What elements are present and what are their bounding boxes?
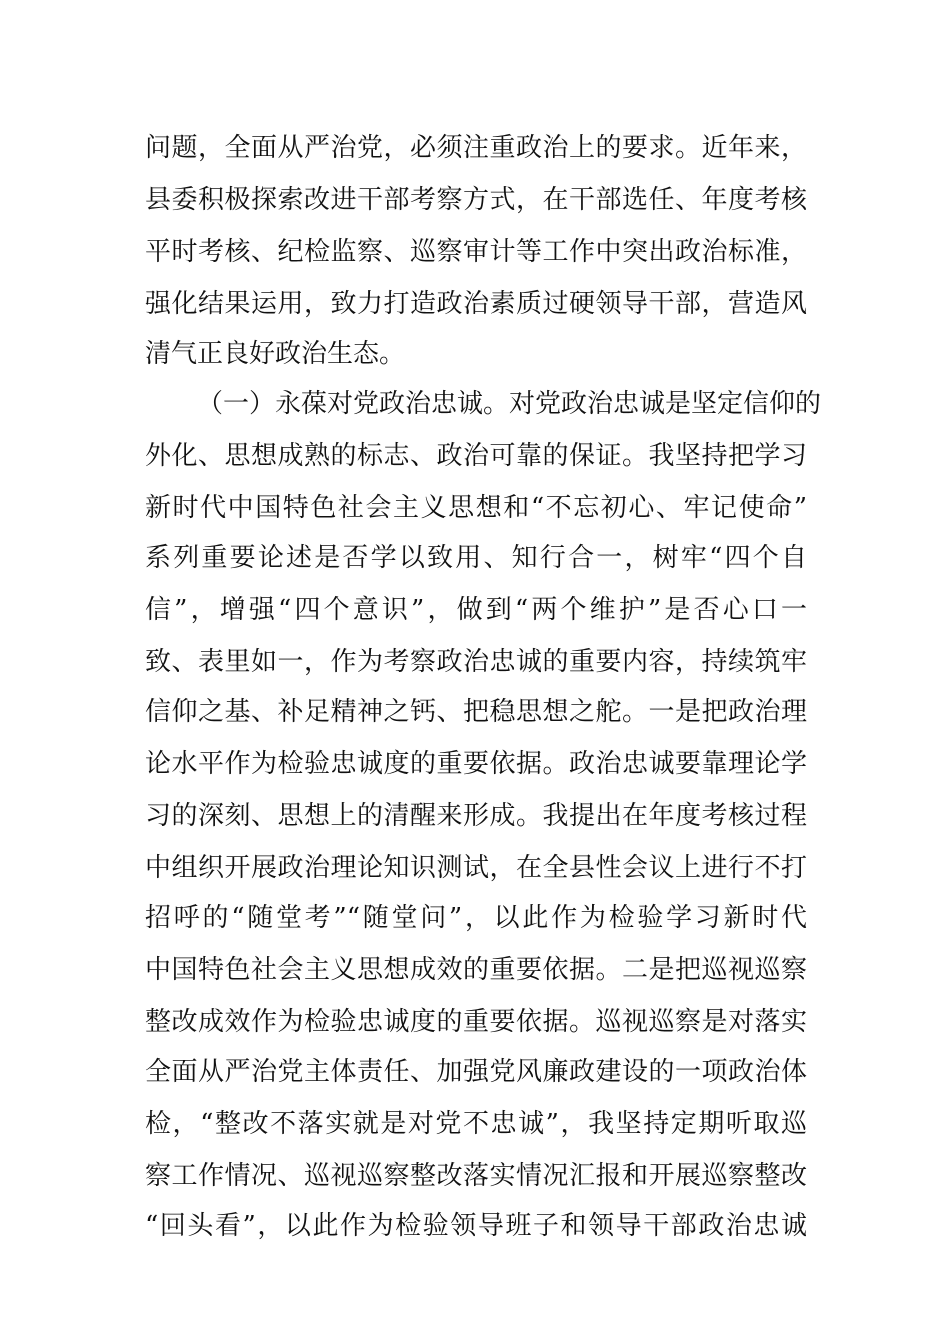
text-line-16: 招呼的“随堂考”“随堂问”，以此作为检验学习新时代: [145, 903, 807, 933]
text-line-10: 信”，增强“四个意识”，做到“两个维护”是否心口一: [145, 595, 807, 625]
text-line-20: 检，“整改不落实就是对党不忠诚”，我坚持定期听取巡: [145, 1109, 807, 1139]
text-line-15: 中组织开展政治理论知识测试，在全县性会议上进行不打: [145, 853, 807, 883]
section-heading-line: （一）永葆对党政治忠诚。对党政治忠诚是坚定信仰的: [197, 389, 822, 419]
text-line-14: 习的深刻、思想上的清醒来形成。我提出在年度考核过程: [145, 801, 807, 831]
text-line-4: 强化结果运用，致力打造政治素质过硬领导干部，营造风: [145, 289, 807, 319]
text-line-7: 外化、思想成熟的标志、政治可靠的保证。我坚持把学习: [145, 441, 807, 471]
text-line-1: 问题，全面从严治党，必须注重政治上的要求。近年来，: [145, 133, 807, 163]
text-line-11: 致、表里如一，作为考察政治忠诚的重要内容，持续筑牢: [145, 647, 807, 677]
text-line-3: 平时考核、纪检监察、巡察审计等工作中突出政治标准，: [145, 237, 807, 267]
text-line-17: 中国特色社会主义思想成效的重要依据。二是把巡视巡察: [145, 955, 807, 985]
text-line-5: 清气正良好政治生态。: [145, 339, 406, 369]
text-line-12: 信仰之基、补足精神之钙、把稳思想之舵。一是把政治理: [145, 697, 807, 727]
text-line-21: 察工作情况、巡视巡察整改落实情况汇报和开展巡察整改: [145, 1161, 807, 1191]
text-line-9: 系列重要论述是否学以致用、知行合一，树牢“四个自: [145, 543, 807, 573]
text-line-18: 整改成效作为检验忠诚度的重要依据。巡视巡察是对落实: [145, 1007, 807, 1037]
text-line-2: 县委积极探索改进干部考察方式，在干部选任、年度考核: [145, 185, 807, 215]
text-line-19: 全面从严治党主体责任、加强党风廉政建设的一项政治体: [145, 1057, 807, 1087]
text-line-22: “回头看”，以此作为检验领导班子和领导干部政治忠诚: [145, 1211, 807, 1241]
text-line-13: 论水平作为检验忠诚度的重要依据。政治忠诚要靠理论学: [145, 749, 807, 779]
text-line-8: 新时代中国特色社会主义思想和“不忘初心、牢记使命”: [145, 493, 807, 523]
